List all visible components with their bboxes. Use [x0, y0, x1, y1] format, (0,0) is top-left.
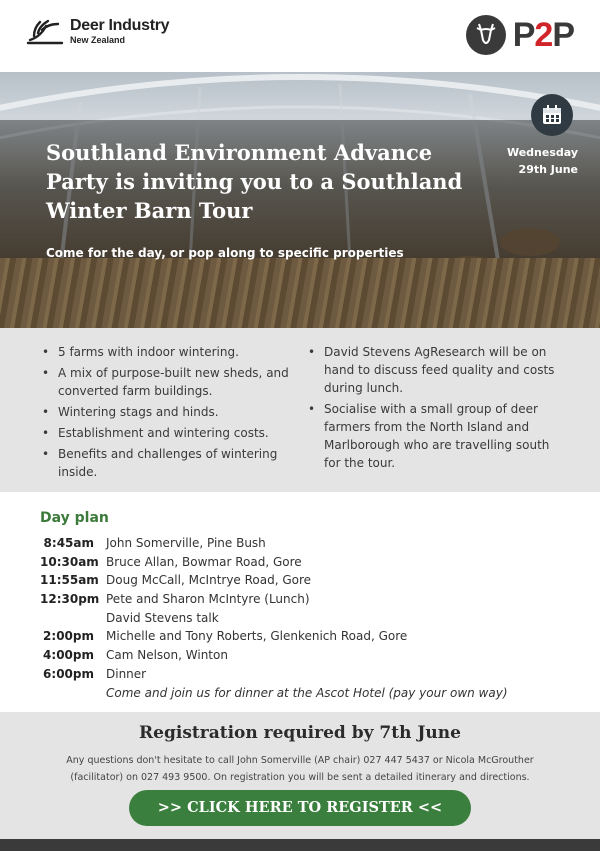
features-list-left [40, 343, 300, 484]
deer-head-icon [465, 14, 507, 56]
schedule-time: 11:55am [40, 573, 99, 588]
schedule-row [40, 534, 560, 553]
schedule-desc: Dinner [106, 666, 147, 681]
schedule-desc: David Stevens talk [106, 610, 219, 625]
calendar-icon [531, 94, 573, 136]
p2p-logo[interactable] [465, 14, 574, 56]
list-item: • 5 farms with indoor wintering. [40, 343, 300, 361]
footer-bar [0, 839, 600, 851]
schedule-row [40, 571, 560, 590]
schedule-row [40, 627, 560, 646]
list-item: • A mix of purpose-built new sheds, and converted farm buildings. [40, 364, 300, 400]
schedule-desc: Cam Nelson, Winton [106, 648, 228, 663]
deer-industry-logo[interactable] [26, 16, 169, 46]
schedule-time: 6:00pm [43, 666, 94, 681]
schedule-desc: Bruce Allan, Bowmar Road, Gore [106, 554, 302, 569]
registration-contact-text: Any questions don't hesitate to call John Somerville (AP chair) 027 447 5437 or Nicola McGrouther (facilitator) on 027 493 9500. On registration you will be sent a detailed itinerary and directions. [66, 755, 534, 783]
schedule-time [40, 609, 94, 628]
schedule-row [40, 590, 560, 609]
event-date [496, 144, 578, 178]
day-plan-section [0, 492, 600, 712]
hero-title: Southland Environment Advance Party is inviting you to a Southland Winter Barn Tour [46, 140, 463, 223]
logo-line-2: New Zealand [70, 34, 126, 45]
schedule-list [40, 534, 560, 702]
event-weekday: Wednesday [506, 146, 578, 159]
schedule-row [40, 665, 560, 684]
p2p-p1: P [512, 15, 535, 54]
event-day: 29th June [518, 163, 578, 176]
registration-heading: Registration required by 7th June [139, 723, 461, 743]
barn-floor [0, 258, 600, 328]
schedule-desc: Doug McCall, McIntrye Road, Gore [106, 573, 312, 588]
list-item: • Benefits and challenges of wintering inside. [40, 445, 300, 481]
list-item: • David Stevens AgResearch will be on hand to discuss feed quality and costs during lunch. [306, 343, 564, 397]
p2p-2: 2 [534, 15, 553, 54]
hero-subtitle: Come for the day, or pop along to specific properties [46, 246, 404, 260]
list-item: • Wintering stags and hinds. [40, 403, 300, 421]
schedule-time: 12:30pm [40, 592, 100, 607]
deer-antler-icon [26, 16, 66, 46]
features-list-right [306, 343, 564, 475]
day-plan-heading: Day plan [40, 510, 109, 526]
schedule-time: 2:00pm [43, 629, 94, 644]
schedule-row [40, 684, 560, 703]
logo-line-1: Deer Industry [70, 16, 170, 34]
schedule-time: 8:45am [43, 536, 94, 550]
schedule-time: 10:30am [40, 554, 99, 569]
registration-panel [0, 712, 600, 839]
list-item: • Establishment and wintering costs. [40, 424, 300, 442]
p2p-p2: P [552, 15, 574, 54]
hero-banner [0, 72, 600, 328]
features-panel [0, 328, 600, 492]
schedule-row [40, 646, 560, 665]
schedule-desc: Pete and Sharon McIntyre (Lunch) [106, 592, 310, 607]
schedule-row [40, 553, 560, 572]
register-button[interactable]: >> CLICK HERE TO REGISTER << [129, 790, 471, 826]
schedule-row [40, 609, 560, 628]
schedule-desc: Michelle and Tony Roberts, Glenkenich Road, Gore [106, 629, 408, 644]
schedule-time: 4:00pm [43, 648, 94, 663]
schedule-time [40, 684, 94, 703]
list-item: • Socialise with a small group of deer farmers from the North Island and Marlborough who are travelling south for the tour. [306, 400, 564, 472]
schedule-desc: Come and join us for dinner at the Ascot Hotel (pay your own way) [106, 685, 508, 700]
page-header [0, 0, 600, 72]
schedule-desc: John Somerville, Pine Bush [106, 536, 266, 550]
